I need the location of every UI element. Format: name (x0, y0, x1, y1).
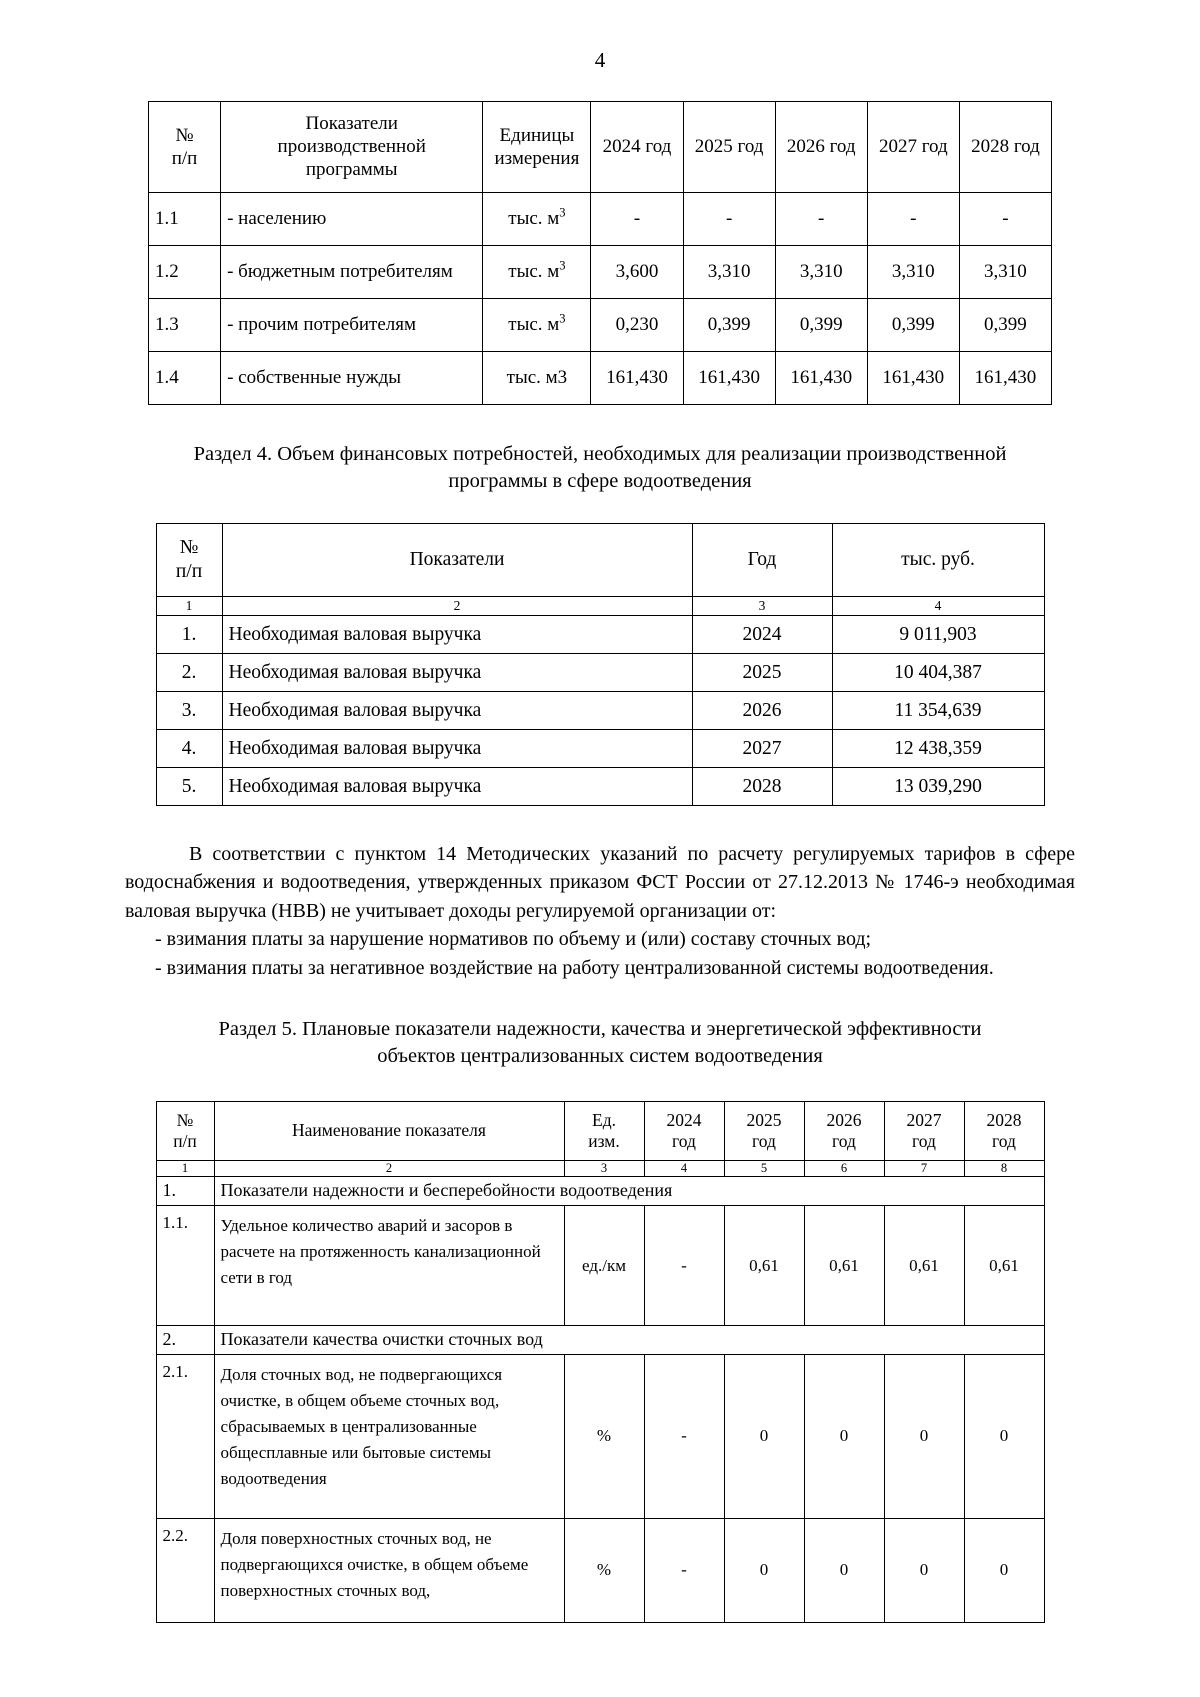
row-value: 9 011,903 (832, 616, 1044, 654)
header-year-line1: 2027 (906, 1109, 942, 1130)
row-value-2025: 161,430 (683, 351, 775, 404)
header-year-line2: год (752, 1130, 776, 1151)
row-value-2025: 0,61 (724, 1206, 804, 1326)
row-value-2027: 0,61 (884, 1206, 964, 1326)
header-year-line2: год (912, 1130, 936, 1151)
header-year-line1: 2024 (666, 1109, 702, 1130)
row-value-2027: 161,430 (867, 351, 959, 404)
row-value-2026: 0,399 (775, 298, 867, 351)
row-indicator: - прочим потребителям (221, 298, 483, 351)
planned-indicators-table-wrapper (0, 1101, 1200, 1624)
column-number-6: 6 (804, 1161, 884, 1177)
header-cell-name: Наименование показателя (214, 1101, 564, 1161)
column-number-8: 8 (964, 1161, 1044, 1177)
header-cell-year-2024: 2024 год (591, 102, 683, 193)
row-indicator: - собственные нужды (221, 351, 483, 404)
row-value: 11 354,639 (832, 692, 1044, 730)
section-4-heading (125, 441, 1075, 496)
row-value-2024: - (644, 1206, 724, 1326)
header-cell-year-2027: 2027 год (867, 102, 959, 193)
row-unit: % (564, 1519, 644, 1623)
header-cell-indicator (221, 102, 483, 193)
header-number-line2: п/п (171, 147, 198, 169)
production-program-table (148, 101, 1052, 405)
header-number-line2: п/п (173, 1130, 197, 1151)
table-row (149, 298, 1052, 351)
row-year: 2024 (692, 616, 832, 654)
table-row (149, 245, 1052, 298)
header-units-line2: измерения (494, 147, 580, 169)
row-value: 10 404,387 (832, 654, 1044, 692)
row-unit: тыс. м3 (483, 351, 591, 404)
header-unit-line1: Ед. (592, 1109, 616, 1130)
row-value-2025: 0,399 (683, 298, 775, 351)
table-row (156, 654, 1044, 692)
header-indicator-line1: Показатели (305, 113, 398, 134)
header-year-line2: год (992, 1130, 1016, 1151)
column-number-2: 2 (222, 596, 692, 615)
row-value-2026: 161,430 (775, 351, 867, 404)
row-year: 2025 (692, 654, 832, 692)
row-value-2027: 0,399 (867, 298, 959, 351)
header-cell-year-2024 (644, 1101, 724, 1161)
column-number-1: 1 (156, 1161, 214, 1177)
section-4-heading-line1: Раздел 4. Объем финансовых потребностей, необходимых для реализации производственной (193, 442, 1007, 465)
row-number: 1.4 (149, 351, 221, 404)
row-value: 13 039,290 (832, 768, 1044, 806)
header-indicator-line2: производственной (277, 136, 426, 158)
column-number-1: 1 (156, 596, 222, 615)
header-cell-year-2028: 2028 год (959, 102, 1051, 193)
row-number: 1.3 (149, 298, 221, 351)
section-5-heading-line1: Раздел 5. Плановые показатели надежности, качества и энергетической эффективности (218, 1018, 982, 1040)
row-value-2024: - (591, 192, 683, 245)
row-value-2028: 0,399 (959, 298, 1051, 351)
row-indicator: Необходимая валовая выручка (222, 730, 692, 768)
column-number-4: 4 (644, 1161, 724, 1177)
row-value-2028: 0,61 (964, 1206, 1044, 1326)
section-5-heading-line2: объектов централизованных систем водоотведения (377, 1045, 823, 1068)
header-unit-line2: изм. (588, 1130, 620, 1151)
header-cell-year-2025 (724, 1101, 804, 1161)
header-indicator-line3: программы (305, 159, 398, 181)
table-body (149, 192, 1052, 404)
row-unit: тыс. $м^3$ (483, 298, 591, 351)
row-number: 1.2 (149, 245, 221, 298)
row-year: 2026 (692, 692, 832, 730)
row-group-title: Показатели качества очистки сточных вод (214, 1326, 1044, 1355)
body-paragraph: В соответствии с пунктом 14 Методических указаний по расчету регулируемых тарифов в сфере водоснабжения и водоотведения, утвержденных приказом ФСТ России от 27.12.2013 № 1746-э необходимая валовая выручка (НВВ) не учитывает доходы регулируемой организации от: (125, 843, 1075, 922)
column-number-7: 7 (884, 1161, 964, 1177)
column-number-2: 2 (214, 1161, 564, 1177)
header-number-line1: № (176, 1109, 194, 1130)
header-cell-value: тыс. руб. (832, 524, 1044, 597)
row-number: 4. (156, 730, 222, 768)
row-value-2024: - (644, 1519, 724, 1623)
row-value-2028: 3,310 (959, 245, 1051, 298)
section-5-heading (125, 1016, 1075, 1071)
row-number: 3. (156, 692, 222, 730)
row-number: 1. (156, 1177, 214, 1206)
row-indicator: Необходимая валовая выручка (222, 768, 692, 806)
table-row (149, 192, 1052, 245)
table-row (156, 616, 1044, 654)
row-value-2026: 0 (804, 1355, 884, 1519)
table-header-row (156, 524, 1044, 597)
row-indicator: Необходимая валовая выручка (222, 654, 692, 692)
row-value-2028: 0 (964, 1519, 1044, 1623)
row-name: Доля сточных вод, не подвергающихся очистке, в общем объеме сточных вод, сбрасываемых в централизованные общесплавные или бытовые системы водоотведения (214, 1355, 564, 1519)
table-header-row (149, 102, 1052, 193)
row-group-title: Показатели надежности и бесперебойности водоотведения (214, 1177, 1044, 1206)
table-group-row (156, 1326, 1044, 1355)
body-dash-item-1: - взимания платы за нарушение нормативов по объему и (или) составу сточных вод; (155, 928, 872, 951)
row-value-2024: - (644, 1355, 724, 1519)
table-column-number-row (156, 1161, 1044, 1177)
table-column-number-row (156, 596, 1044, 615)
row-number: 2. (156, 654, 222, 692)
row-indicator: Необходимая валовая выручка (222, 692, 692, 730)
header-year-line2: год (832, 1130, 856, 1151)
page-number: 4 (594, 48, 606, 72)
table-header (156, 1101, 1044, 1177)
header-units-line1: Единицы (499, 124, 575, 146)
table-header (149, 102, 1052, 193)
production-program-table-wrapper (0, 101, 1200, 405)
header-number-line2: п/п (175, 560, 203, 582)
header-cell-year-2026 (804, 1101, 884, 1161)
row-value-2026: 0 (804, 1519, 884, 1623)
column-number-3: 3 (692, 596, 832, 615)
column-number-4: 4 (832, 596, 1044, 615)
row-value-2026: 3,310 (775, 245, 867, 298)
row-value-2025: - (683, 192, 775, 245)
row-value-2024: 0,230 (591, 298, 683, 351)
header-cell-year-2027 (884, 1101, 964, 1161)
body-dash-item-2: - взимания платы за негативное воздействие на работу централизованной системы водоотведения. (155, 956, 994, 979)
header-number-line1: № (179, 537, 199, 559)
header-year-line2: год (672, 1130, 696, 1151)
column-number-3: 3 (564, 1161, 644, 1177)
header-cell-year-2028 (964, 1101, 1044, 1161)
header-year-line1: 2028 (986, 1109, 1022, 1130)
row-value-2027: - (867, 192, 959, 245)
row-unit: тыс. $м^3$ (483, 192, 591, 245)
row-number: 5. (156, 768, 222, 806)
table-header-row (156, 1101, 1044, 1161)
row-indicator: - бюджетным потребителям (221, 245, 483, 298)
row-value-2026: - (775, 192, 867, 245)
row-unit: % (564, 1355, 644, 1519)
table-body (156, 616, 1044, 806)
row-number: 1.1. (156, 1206, 214, 1326)
header-cell-number (149, 102, 221, 193)
row-value-2026: 0,61 (804, 1206, 884, 1326)
table-body (156, 1177, 1044, 1623)
row-value: 12 438,359 (832, 730, 1044, 768)
table-header (156, 524, 1044, 616)
row-value-2025: 0 (724, 1519, 804, 1623)
table-row (156, 730, 1044, 768)
row-value-2025: 3,310 (683, 245, 775, 298)
row-number: 2.2. (156, 1519, 214, 1623)
table-row (156, 1519, 1044, 1623)
table-row (156, 768, 1044, 806)
section-4-heading-line2: программы в сфере водоотведения (448, 469, 752, 492)
table-row (149, 351, 1052, 404)
row-number: 2.1. (156, 1355, 214, 1519)
financial-needs-table-wrapper (0, 523, 1200, 806)
row-value-2028: - (959, 192, 1051, 245)
row-value-2027: 0 (884, 1519, 964, 1623)
row-unit: тыс. $м^3$ (483, 245, 591, 298)
financial-needs-table (156, 523, 1045, 806)
row-name: Удельное количество аварий и засоров в расчете на протяженность канализационной сети в год (214, 1206, 564, 1326)
table-row (156, 692, 1044, 730)
row-number: 1. (156, 616, 222, 654)
row-number: 1.1 (149, 192, 221, 245)
row-value-2028: 0 (964, 1355, 1044, 1519)
row-value-2025: 0 (724, 1355, 804, 1519)
header-year-line1: 2026 (826, 1109, 862, 1130)
header-cell-units (483, 102, 591, 193)
row-value-2028: 161,430 (959, 351, 1051, 404)
row-value-2027: 3,310 (867, 245, 959, 298)
header-cell-number (156, 524, 222, 597)
header-cell-number (156, 1101, 214, 1161)
table-row (156, 1355, 1044, 1519)
header-cell-year: Год (692, 524, 832, 597)
header-cell-year-2025: 2025 год (683, 102, 775, 193)
header-cell-year-2026: 2026 год (775, 102, 867, 193)
header-cell-unit (564, 1101, 644, 1161)
row-indicator: - населению (221, 192, 483, 245)
row-unit: ед./км (564, 1206, 644, 1326)
header-number-line1: № (175, 124, 194, 146)
row-year: 2027 (692, 730, 832, 768)
row-name: Доля поверхностных сточных вод, не подвергающихся очистке, в общем объеме поверхностных сточных вод, (214, 1519, 564, 1623)
header-year-line1: 2025 (746, 1109, 782, 1130)
row-number: 2. (156, 1326, 214, 1355)
header-cell-indicator: Показатели (222, 524, 692, 597)
planned-indicators-table (156, 1101, 1045, 1624)
row-year: 2028 (692, 768, 832, 806)
table-row (156, 1206, 1044, 1326)
row-value-2024: 161,430 (591, 351, 683, 404)
row-value-2027: 0 (884, 1355, 964, 1519)
row-value-2024: 3,600 (591, 245, 683, 298)
row-indicator: Необходимая валовая выручка (222, 616, 692, 654)
column-number-5: 5 (724, 1161, 804, 1177)
table-group-row (156, 1177, 1044, 1206)
